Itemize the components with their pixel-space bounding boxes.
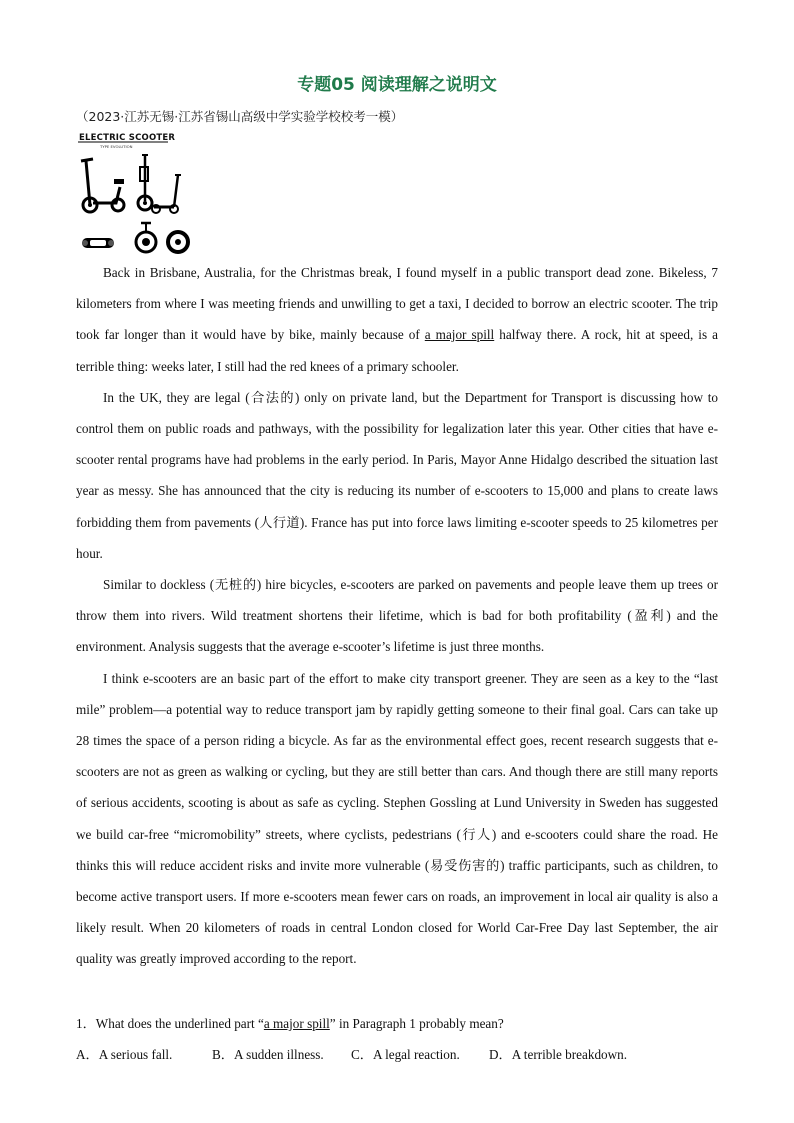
paragraph-text: I think e-scooters are an basic part of the effort to make city transport greener. They are seen as a key to the “last mile” problem—a potential way to reduce transport jam by rapidly getting someone to their final goal. Cars can take up 28 times the space of a person riding a bicycle. As far as the environmental effect goes, recent research suggests that e-scooters are not as green as walking or cycling, but they are still better than cars. And though there are still many reports of serious accidents, scooting is about as safe as cycling. Stephen Gossling at Lund University in Sweden has suggested we build car-free “micromobility” streets, where cyclists, pedestrians (行人) and e-scooters could share the road. He thinks this will reduce accident risks and invite more vulnerable (易受伤害的) traffic participants, such as children, to become active transport users. If more e-scooters mean fewer cars on roads, an improvement in local air quality is also a likely result. When 20 kilometers of roads in central London closed for World Car-Free Day last September, the air quality was greatly improved according to the report.	[76, 670, 718, 967]
seated-scooter-icon	[81, 159, 124, 212]
paragraph-3	[76, 569, 718, 663]
question-number: 1．	[76, 1016, 96, 1031]
unicycle-icon	[168, 232, 188, 252]
option-c[interactable]	[351, 1039, 489, 1070]
option-label: C．	[351, 1047, 373, 1062]
standing-scooter-icon	[138, 155, 152, 210]
option-d[interactable]	[489, 1039, 627, 1070]
kick-scooter-icon	[152, 175, 181, 213]
option-label: B．	[212, 1047, 234, 1062]
option-a[interactable]	[76, 1039, 212, 1070]
page-title: 专题05 阅读理解之说明文	[297, 75, 497, 95]
question-suffix: ” in Paragraph 1 probably mean?	[329, 1016, 504, 1031]
option-text: A sudden illness.	[233, 1047, 324, 1062]
paragraph-1	[76, 257, 718, 382]
reading-passage	[76, 257, 718, 975]
option-text: A terrible breakdown.	[511, 1047, 628, 1062]
answer-options	[76, 1039, 718, 1070]
option-b[interactable]	[212, 1039, 351, 1070]
paragraph-text: halfway there. A rock, hit at speed, is a terrible thing: weeks later, I still had the red knees of a primary schooler.	[76, 327, 718, 374]
monowheel-icon	[136, 223, 156, 252]
question-underlined: a major spill	[263, 1016, 330, 1031]
option-label: A．	[76, 1047, 99, 1062]
paragraph-text: Similar to dockless (无桩的) hire bicycles, e-scooters are parked on pavements and people leave them up trees or throw them into rivers. Wild treatment shortens their lifetime, which is bad for both profitability (盈利) and the environment. Analysis suggests that the average e-scooter’s lifetime is just three months.	[76, 577, 718, 655]
option-text: A serious fall.	[98, 1047, 173, 1062]
option-label: D．	[489, 1047, 512, 1062]
figure-subcaption: TYPE EVOLUTION	[100, 144, 133, 149]
figure-caption: ELECTRIC SCOOTER	[79, 133, 176, 143]
underlined-phrase: a major spill	[424, 327, 495, 343]
scooter-figure	[76, 131, 196, 257]
scooter-illustration	[76, 131, 196, 257]
paragraph-2	[76, 382, 718, 569]
question-1	[76, 1008, 718, 1039]
exam-source: （2023·江苏无锡·江苏省锡山高级中学实验学校校考一模）	[76, 109, 404, 124]
question-prefix: What does the underlined part “	[95, 1016, 264, 1031]
paragraph-4	[76, 663, 718, 975]
paragraph-text: Back in Brisbane, Australia, for the Christmas break, I found myself in a public transport dead zone. Bikeless, 7 kilometers from where I was meeting friends and unwilling to get a taxi, I decided to borrow an electric scooter. The trip took far longer than it would have by bike, mainly because of	[76, 265, 718, 343]
paragraph-text: In the UK, they are legal (合法的) only on private land, but the Department for Transport is discussing how to control them on public roads and pathways, with the possibility for legalization later this year. Other cities that have e-scooter rental programs have had problems in the early period. In Paris, Mayor Anne Hidalgo described the situation last year as messy. She has announced that the city is reducing its number of e-scooters to 15,000 and plans to create laws forbidding them from pavements (人行道). France has put into force laws limiting e-scooter speeds to 25 kilometres per hour.	[76, 389, 718, 561]
option-text: A legal reaction.	[372, 1047, 460, 1062]
hoverboard-icon	[82, 238, 114, 248]
